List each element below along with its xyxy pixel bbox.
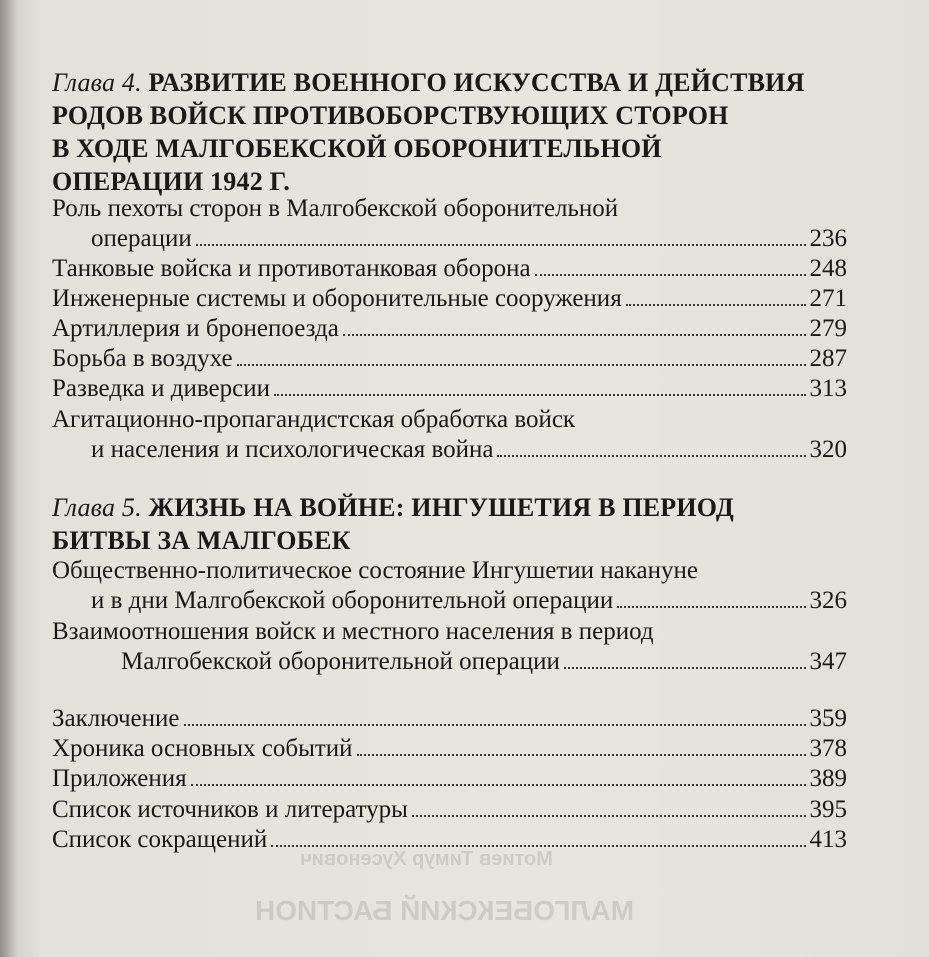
toc-entry <box>52 734 847 764</box>
toc-entry-page: 248 <box>809 255 847 282</box>
bleed-through-text: Мотиев Тимур Хусенович <box>300 848 553 870</box>
toc-entry-title: Артиллерия и бронепоезда <box>52 315 339 342</box>
leader-dots <box>617 606 805 608</box>
leader-dots <box>271 845 805 847</box>
toc-entry-title: Заключение <box>52 705 180 732</box>
toc-entry <box>52 795 847 825</box>
toc-entry <box>52 764 847 794</box>
toc-entry-title: Хроника основных событий <box>52 735 353 762</box>
toc-entry-title: Взаимоотношения войск и местного населения в период <box>52 618 654 645</box>
leader-dots <box>343 334 806 336</box>
chapter-5-title-line: БИТВЫ ЗА МАЛГОБЕК <box>52 526 351 555</box>
toc-entry <box>52 556 847 616</box>
toc-entry-page: 389 <box>809 765 847 792</box>
toc-entry <box>52 704 847 734</box>
chapter-4-title-line: РАЗВИТИЕ ВОЕННОГО ИСКУССТВА И ДЕЙСТВИЯ <box>148 68 805 97</box>
leader-dots <box>237 364 806 366</box>
toc-entry-title: Общественно-политическое состояние Ингушетии накануне <box>52 557 698 584</box>
toc-entry-page: 378 <box>809 735 847 762</box>
toc-entry-title: Борьба в воздухе <box>52 345 233 372</box>
toc-entry-title-cont: Малгобекской оборонительной операции <box>121 648 560 675</box>
toc-entry-page: 347 <box>809 648 847 675</box>
leader-dots <box>196 244 806 246</box>
toc-entry <box>52 617 847 677</box>
leader-dots <box>626 304 806 306</box>
toc-entry-title: Разведка и диверсии <box>52 375 270 402</box>
chapter-5-title-line: ЖИЗНЬ НА ВОЙНЕ: ИНГУШЕТИЯ В ПЕРИОД <box>148 493 735 522</box>
toc-entry <box>52 194 847 254</box>
toc-entry <box>52 314 847 344</box>
toc-entry-page: 413 <box>809 826 847 853</box>
toc-entry-page: 236 <box>809 225 847 252</box>
toc-entry-title: Приложения <box>52 765 187 792</box>
toc-entry-page: 359 <box>809 705 847 732</box>
toc-entry <box>52 344 847 374</box>
chapter-4-title-line: В ХОДЕ МАЛГОБЕКСКОЙ ОБОРОНИТЕЛЬНОЙ <box>52 134 662 163</box>
leader-dots <box>564 667 806 669</box>
toc-entry-title-cont: и в дни Малгобекской оборонительной операции <box>91 587 614 614</box>
toc-entry <box>52 284 847 314</box>
toc-entry-title: Роль пехоты сторон в Малгобекской оборонительной <box>52 195 619 222</box>
leader-dots <box>184 724 806 726</box>
toc-entry-title: Танковые войска и противотанковая оборона <box>52 255 531 282</box>
toc-entry-page: 271 <box>809 285 847 312</box>
leader-dots <box>412 815 806 817</box>
toc-entry <box>52 405 847 465</box>
toc-entry-title: Список сокращений <box>52 826 268 853</box>
toc-entry-title: Инженерные системы и оборонительные сооружения <box>52 285 622 312</box>
toc-entry <box>52 374 847 404</box>
toc-entry-page: 320 <box>809 436 847 463</box>
toc-entry-title: Агитационно-пропагандистская обработка войск <box>52 406 576 433</box>
chapter-4-label: Глава 4. <box>52 68 142 97</box>
chapter-4-title-line: РОДОВ ВОЙСК ПРОТИВОБОРСТВУЮЩИХ СТОРОН <box>52 101 729 130</box>
chapter-5-label: Глава 5. <box>52 493 142 522</box>
bleed-through-text: МАЛГОБЕКСКИЙ БАСТИОН <box>255 895 635 926</box>
toc-entry <box>52 254 847 284</box>
toc-entry-page: 395 <box>809 796 847 823</box>
leader-dots <box>497 455 805 457</box>
toc-entry-page: 287 <box>809 345 847 372</box>
toc-entry-title: Список источников и литературы <box>52 796 408 823</box>
leader-dots <box>191 784 806 786</box>
leader-dots <box>274 394 806 396</box>
toc-entry-title-cont: и населения и психологическая война <box>91 436 494 463</box>
toc-entry-page: 313 <box>809 375 847 402</box>
chapter-4-title-line: ОПЕРАЦИИ 1942 Г. <box>52 167 291 196</box>
leader-dots <box>535 274 806 276</box>
toc-entry-title-cont: операции <box>91 225 192 252</box>
chapter-4-heading <box>52 66 842 198</box>
chapter-5-heading <box>52 491 842 557</box>
toc-entry-page: 326 <box>809 587 847 614</box>
leader-dots <box>357 754 806 756</box>
toc-entry-page: 279 <box>809 315 847 342</box>
